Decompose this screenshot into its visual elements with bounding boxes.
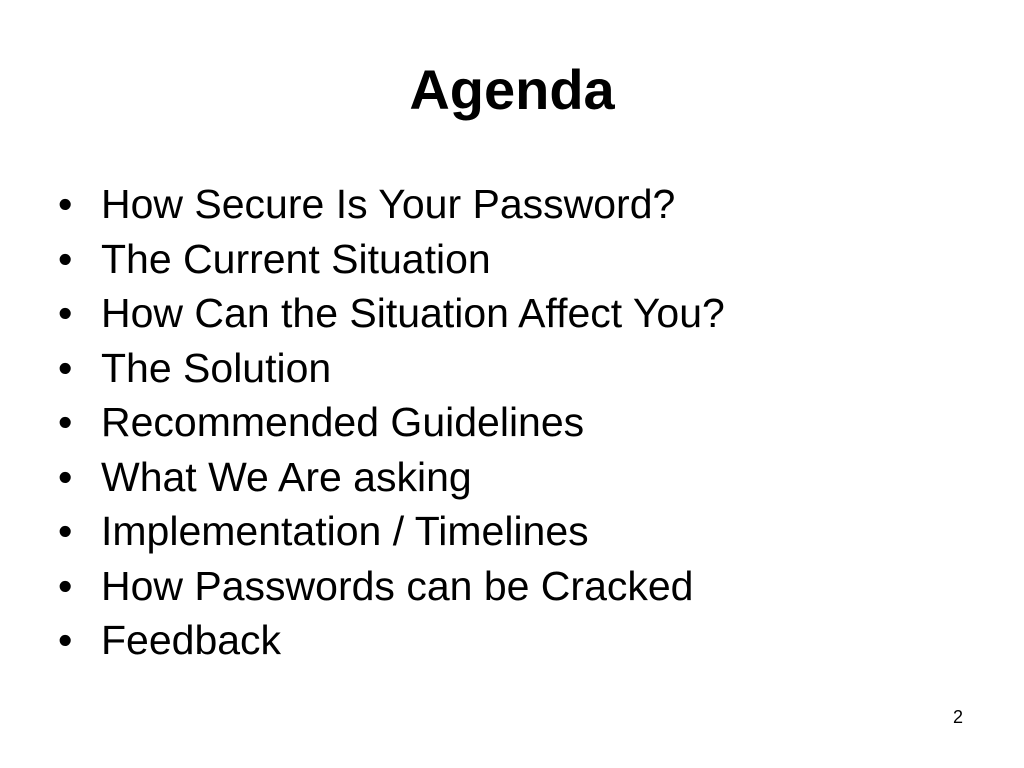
agenda-item [58,504,725,559]
bullet-icon: • [58,344,73,391]
page-number: 2 [952,707,963,727]
agenda-item-label: What We Are asking [101,453,472,500]
agenda-item-label: How Passwords can be Cracked [101,562,694,609]
bullet-icon: • [58,181,73,227]
bullet-icon: • [58,290,73,336]
bullet-icon: • [58,617,73,663]
agenda-item-label: The Solution [101,344,332,391]
agenda-item [58,395,725,450]
agenda-item [58,450,725,505]
agenda-item [58,559,725,614]
agenda-item [58,613,725,668]
agenda-item-label: Implementation / Timelines [101,508,589,554]
agenda-item [58,341,725,396]
agenda-item-label: The Current Situation [101,235,491,282]
agenda-item-label: Feedback [101,617,282,663]
agenda-item [58,177,725,232]
slide-title: Agenda [409,58,615,121]
bullet-icon: • [58,235,73,282]
agenda-list [58,177,725,668]
bullet-icon: • [58,453,73,500]
bullet-icon: • [58,562,73,609]
bullet-icon: • [58,508,73,554]
bullet-icon: • [58,399,73,445]
agenda-item-label: How Secure Is Your Password? [101,181,676,227]
agenda-item [58,286,725,341]
agenda-item-label: How Can the Situation Affect You? [101,290,725,336]
agenda-item [58,232,725,287]
agenda-item-label: Recommended Guidelines [101,399,585,445]
